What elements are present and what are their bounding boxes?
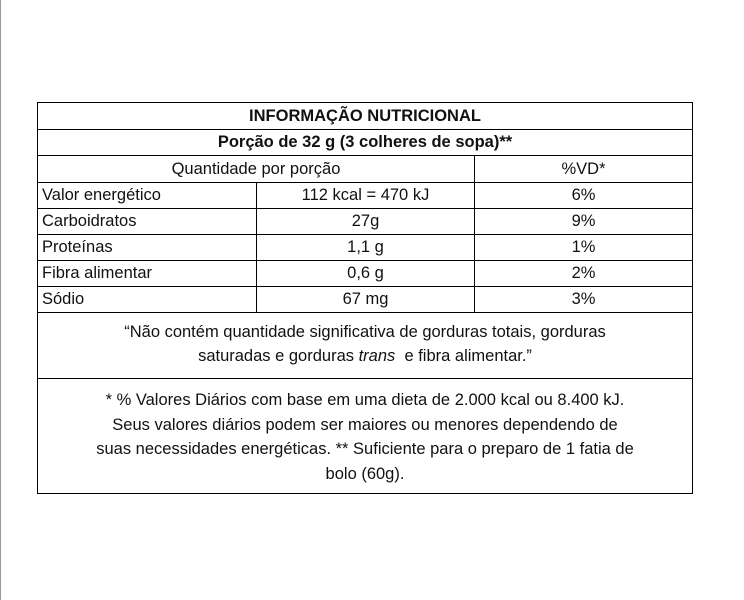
daily-value-header: %VD* xyxy=(561,160,606,178)
nutrient-daily-value: 6% xyxy=(571,186,596,204)
nutrient-daily-value: 2% xyxy=(571,264,596,282)
nutrition-facts-table xyxy=(37,102,693,494)
nutrient-name: Carboidratos xyxy=(42,212,137,230)
statement-line-2 xyxy=(38,344,692,368)
nutrient-row-fiber xyxy=(38,261,692,287)
left-edge-rule xyxy=(0,0,1,600)
footnote-line-4: bolo (60g). xyxy=(325,464,405,483)
footnote-line-2: Seus valores diários podem ser maiores ou menores dependendo de xyxy=(112,415,618,434)
column-divider-daily-value xyxy=(474,156,475,313)
nutrient-row-energy xyxy=(38,183,692,209)
statement-line-2-end: e fibra alimentar.” xyxy=(395,347,532,365)
nutrient-name: Fibra alimentar xyxy=(42,264,153,282)
nutrient-name: Sódio xyxy=(42,290,85,308)
not-significant-statement xyxy=(38,313,692,379)
column-header-row xyxy=(38,156,692,183)
nutrient-amount: 112 kcal = 470 kJ xyxy=(301,186,430,204)
column-divider-amount xyxy=(256,183,257,313)
nutrient-amount: 1,1 g xyxy=(347,238,384,256)
statement-line-1: “Não contém quantidade significativa de gorduras totais, gorduras xyxy=(124,323,606,341)
statement-line-2-start: saturadas e gorduras xyxy=(198,347,359,365)
nutrient-name: Valor energético xyxy=(42,186,161,204)
nutrient-row-proteins xyxy=(38,235,692,261)
daily-values-footnote xyxy=(38,379,692,493)
nutrient-daily-value: 3% xyxy=(571,290,596,308)
footnote-line-1: * % Valores Diários com base em uma dieta de 2.000 kcal ou 8.400 kJ. xyxy=(105,391,625,409)
nutrient-name: Proteínas xyxy=(42,238,113,256)
table-title: INFORMAÇÃO NUTRICIONAL xyxy=(38,103,692,130)
nutrient-amount: 0,6 g xyxy=(347,264,384,282)
trans-italic-word: trans xyxy=(358,347,396,365)
quantity-per-serving-header: Quantidade por porção xyxy=(171,160,341,178)
nutrient-row-sodium xyxy=(38,287,692,313)
footnote-line-3: suas necessidades energéticas. ** Suficiente para o preparo de 1 fatia de xyxy=(96,440,634,458)
nutrient-amount: 67 mg xyxy=(342,290,389,308)
nutrient-daily-value: 9% xyxy=(571,212,596,230)
serving-size: Porção de 32 g (3 colheres de sopa)** xyxy=(38,130,692,156)
nutrient-row-carbohydrates xyxy=(38,209,692,235)
nutrient-daily-value: 1% xyxy=(571,238,596,256)
nutrient-amount: 27g xyxy=(351,212,380,230)
